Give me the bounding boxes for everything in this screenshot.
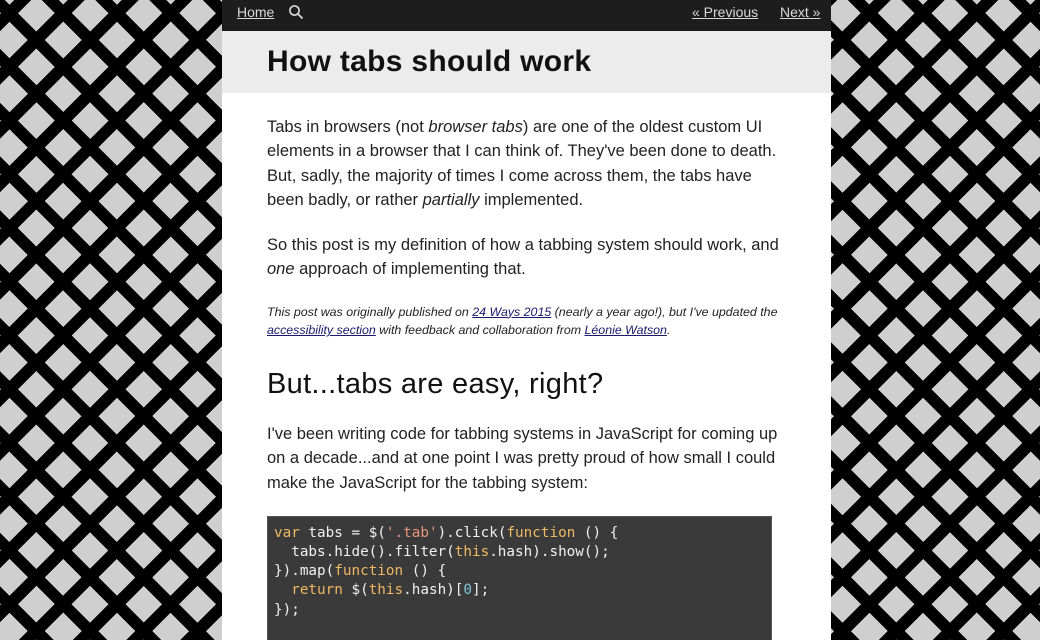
code-keyword: function <box>506 524 576 541</box>
code-keyword: this <box>368 582 404 599</box>
code-text: ]; <box>472 582 490 599</box>
code-text: .hash)[ <box>403 582 464 599</box>
note-text-2: (nearly a year ago!), but I've updated the <box>551 304 778 319</box>
publication-note <box>267 303 786 340</box>
code-text: tabs = $( <box>299 524 386 541</box>
code-line-3 <box>274 563 446 579</box>
intro-emphasis-2: partially <box>422 190 480 209</box>
next-link[interactable]: Next » <box>780 4 821 20</box>
code-text: () { <box>403 563 447 580</box>
code-text: }).map( <box>274 563 335 580</box>
code-line-2 <box>274 544 610 560</box>
article-content <box>222 93 831 640</box>
intro-text-1: Tabs in browsers (not <box>267 118 429 136</box>
top-navigation <box>222 0 831 31</box>
home-link[interactable]: Home <box>237 4 275 20</box>
accessibility-section-link[interactable]: accessibility section <box>267 323 376 338</box>
code-line-4 <box>274 582 489 598</box>
code-text: tabs.hide().filter( <box>274 544 455 561</box>
search-icon[interactable] <box>288 4 304 20</box>
code-block <box>267 516 772 640</box>
24-ways-link[interactable]: 24 Ways 2015 <box>472 304 552 319</box>
leonie-watson-link[interactable]: Léonie Watson <box>584 323 667 338</box>
code-text: .hash).show(); <box>489 544 610 561</box>
code-line-1 <box>274 525 618 541</box>
intro-emphasis-1: browser tabs <box>428 118 523 136</box>
code-text: ).click( <box>437 524 507 541</box>
code-number: 0 <box>463 582 473 599</box>
code-keyword: this <box>454 544 490 561</box>
definition-text-1: So this post is my definition of how a tabbing system should work, and <box>267 236 779 255</box>
code-keyword: function <box>334 563 404 580</box>
previous-link[interactable]: « Previous <box>692 4 759 20</box>
definition-paragraph <box>267 233 786 282</box>
code-text: $( <box>342 582 369 599</box>
code-intro-paragraph: I've been writing code for tabbing systems in JavaScript for coming up on a decade...and at one point I was pretty proud of how small I could make the JavaScript for the tabbing system: <box>267 424 778 492</box>
section-heading: But...tabs are easy, right? <box>267 367 604 400</box>
title-band <box>222 31 831 93</box>
definition-emphasis: one <box>267 260 295 279</box>
code-keyword: return <box>274 582 343 599</box>
code-line-5: }); <box>274 601 300 618</box>
note-text-3: with feedback and collaboration from <box>375 323 585 338</box>
code-text: () { <box>575 524 619 541</box>
note-text-1: This post was originally published on <box>267 304 473 319</box>
code-keyword: var <box>274 524 300 541</box>
code-string: '.tab' <box>385 524 438 541</box>
definition-text-2: approach of implementing that. <box>294 260 526 279</box>
intro-text-3: implemented. <box>479 190 584 209</box>
note-text-4: . <box>666 323 671 338</box>
article-page <box>222 0 831 640</box>
intro-text-2: ) are one of the oldest custom UI elements in a browser that I can think of. They've been done to death. But, sadly, the majority of times I come across them, the tabs have been badly, or rather <box>267 118 777 209</box>
page-title: How tabs should work <box>267 45 592 78</box>
intro-paragraph <box>267 115 786 212</box>
